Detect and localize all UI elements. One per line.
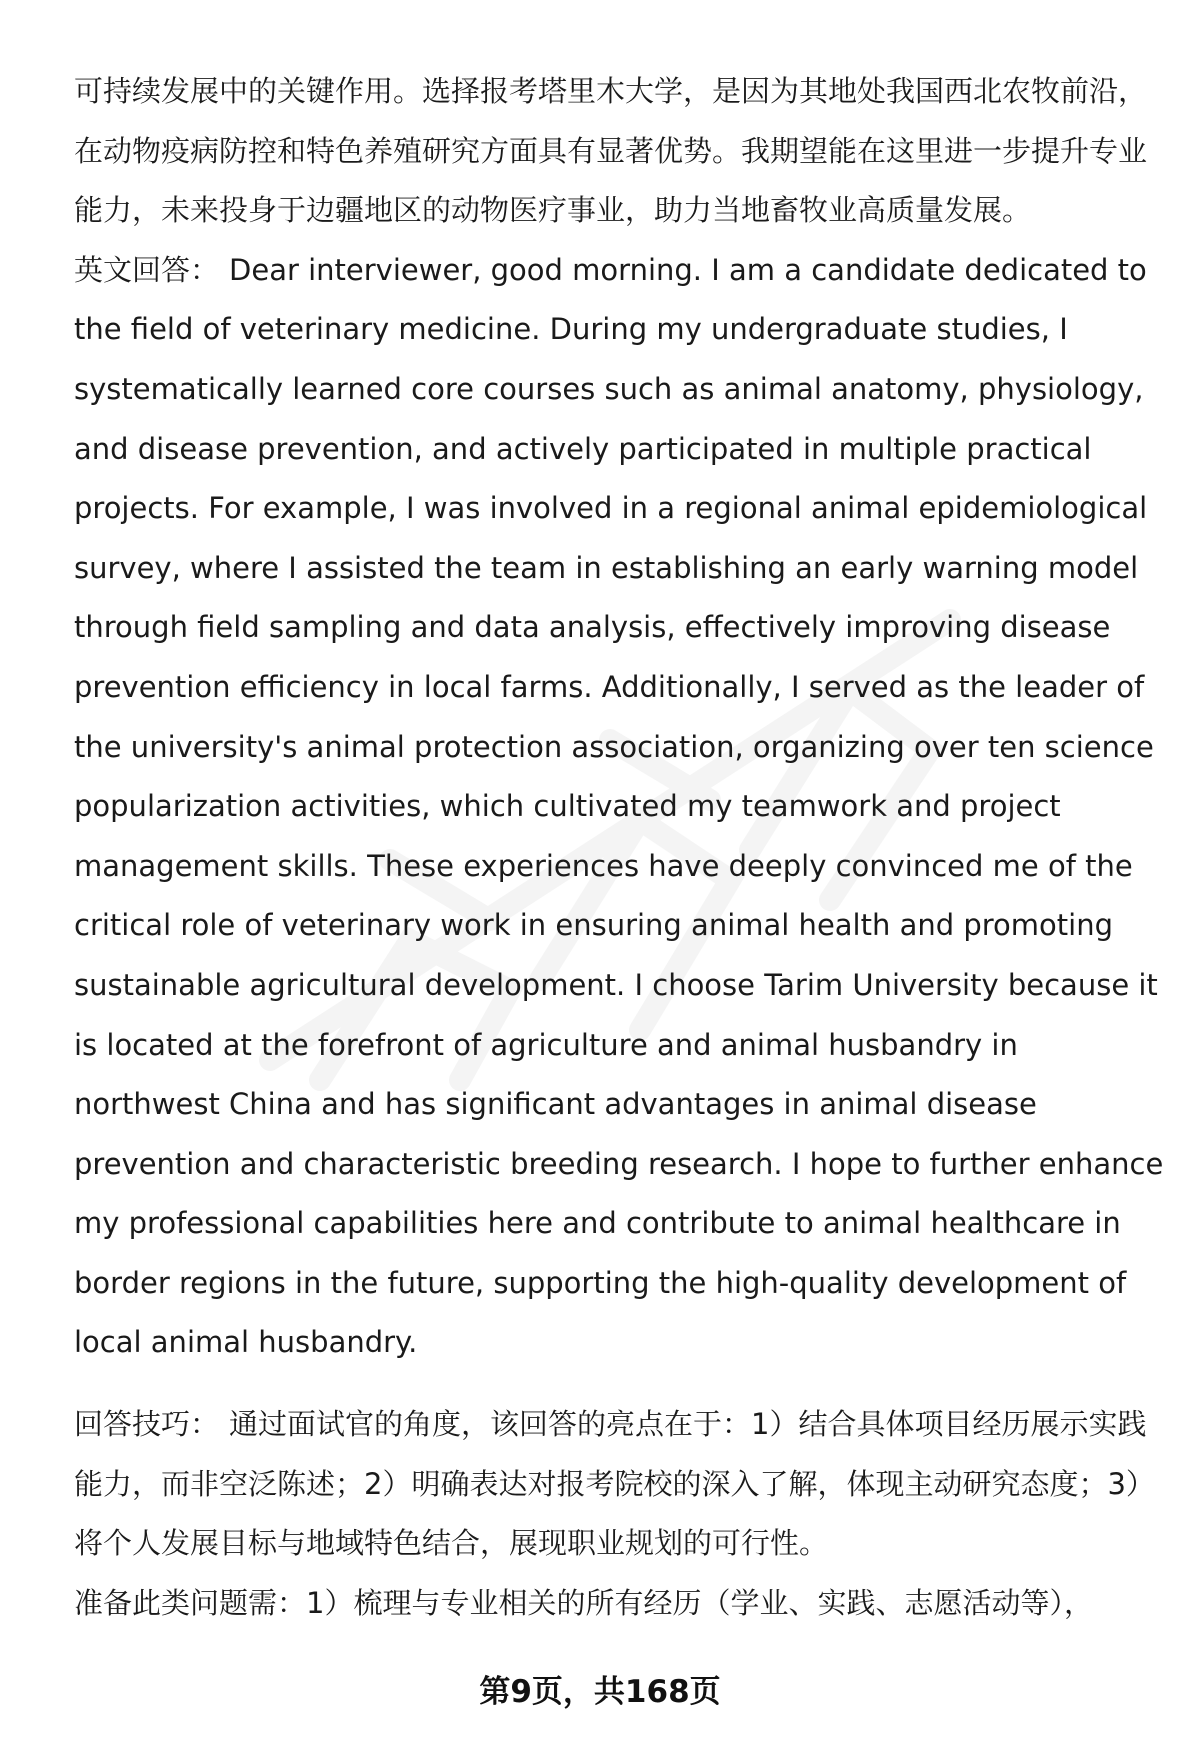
paragraph-label: 准备此类问题需： bbox=[74, 1585, 307, 1620]
paragraph-chinese-answer bbox=[74, 62, 1164, 241]
paragraph-text: 可持续发展中的关键作用。选择报考塔里木大学，是因为其地处我国西北农牧前沿，在动物疫病防控和特色养殖研究方面具有显著优势。我期望能在这里进一步提升专业能力，未来投身于边疆地区的动物医疗事业，助力当地畜牧业高质量发展。 bbox=[74, 74, 1148, 228]
paragraph-label: 英文回答： bbox=[74, 252, 220, 287]
paragraph-text: 通过面试官的角度，该回答的亮点在于：1）结合具体项目经历展示实践能力，而非空泛陈述；2）明确表达对报考院校的深入了解，体现主动研究态度；3）将个人发展目标与地域特色结合，展现职业规划的可行性。 bbox=[74, 1407, 1155, 1561]
paragraph-label: 回答技巧： bbox=[74, 1407, 220, 1442]
paragraph-preparation bbox=[74, 1574, 1164, 1634]
paragraph-answer-tips bbox=[74, 1395, 1164, 1574]
paragraph-english-answer bbox=[74, 241, 1164, 1373]
paragraph-text: 1）梳理与专业相关的所有经历（学业、实践、志愿活动等）， bbox=[306, 1585, 1093, 1620]
paragraph-text: Dear interviewer, good morning. I am a candidate dedicated to the field of veterinary medicine. During my undergraduate studies, I systematically learned core courses such as animal anatomy, physiology, and disease prevention, and actively participated in multiple practical projects. For example, I was involved in a regional animal epidemiological survey, where I assisted the team in establishing an early warning model through field sampling and data analysis, effectively improving disease prevention efficiency in local farms. Additionally, I served as the leader of the university's animal protection association, organizing over ten science popularization activities, which cultivated my teamwork and project management skills. These experiences have deeply convinced me of the critical role of veterinary work in ensuring animal health and promoting sustainable agricultural development. I choose Tarim University because it is located at the forefront of agriculture and animal husbandry in northwest China and has significant advantages in animal disease prevention and characteristic breeding research. I hope to further enhance my professional capabilities here and contribute to animal healthcare in border regions in the future, supporting the high-quality development of local animal husbandry. bbox=[74, 252, 1164, 1360]
page-number-footer: 第9页，共168页 bbox=[479, 1674, 721, 1710]
document-body bbox=[74, 62, 1164, 1633]
